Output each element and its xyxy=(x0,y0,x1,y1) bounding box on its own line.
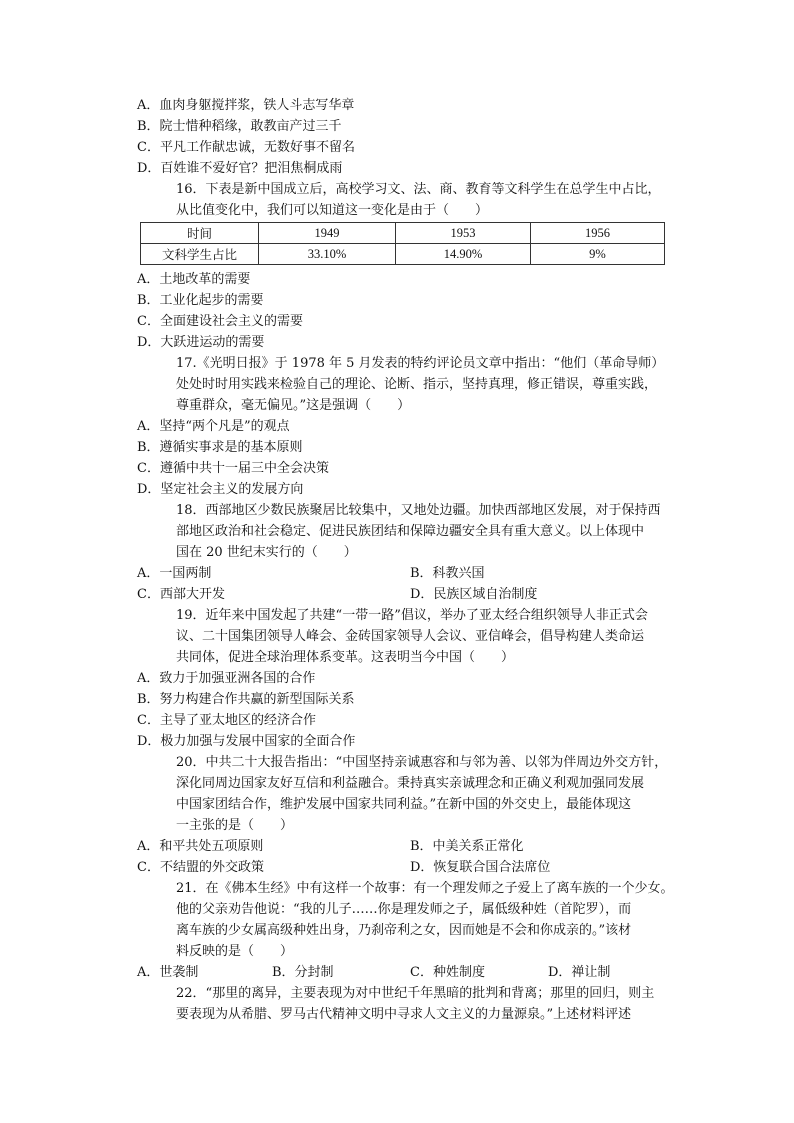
q17-stem-line-3: 尊重群众，毫无偏见。”这是强调（ ） xyxy=(176,398,411,413)
q15-option-d: D．百姓谁不爱好官？把泪焦桐成雨 xyxy=(137,161,343,176)
q21-stem-line-4: 料反映的是（ ） xyxy=(176,944,294,959)
q21-stem-line-2: 他的父亲劝告他说：“我的儿子……你是理发师之子，属低级种姓（首陀罗），而 xyxy=(176,902,632,917)
q20-option-b: B．中美关系正常化 xyxy=(410,839,524,854)
q21-option-c: C．种姓制度 xyxy=(410,965,485,980)
q15-option-c: C．平凡工作献忠诚，无数好事不留名 xyxy=(137,140,355,155)
q15-option-a: A．血肉身躯搅拌浆，铁人斗志写华章 xyxy=(137,98,355,113)
q19-option-c: C．主导了亚太地区的经济合作 xyxy=(137,713,316,728)
q17-option-d: D．坚定社会主义的发展方向 xyxy=(137,482,304,497)
q20-stem-line-4: 一主张的是（ ） xyxy=(176,818,294,833)
table-cell: 33.10% xyxy=(259,244,396,265)
q18-stem-line-3: 国在 20 世纪末实行的（ ） xyxy=(176,545,357,560)
q16-option-c: C．全面建设社会主义的需要 xyxy=(137,314,303,329)
q20-option-d: D．恢复联合国合法席位 xyxy=(410,860,551,875)
q20-option-c: C．不结盟的外交政策 xyxy=(137,860,264,875)
table-header-cell: 1956 xyxy=(531,223,665,244)
q15-option-b: B．院士惜种稻缘，敢教亩产过三千 xyxy=(137,119,342,134)
q20-stem-line-1: 20．中共二十大报告指出：“中国坚持亲诚惠容和与邻为善、以邻为伴周边外交方针， xyxy=(176,755,668,770)
q22-stem-line-2: 要表现为从希腊、罗马古代精神文明中寻求人文主义的力量源泉。”上述材料评述 xyxy=(176,1007,632,1022)
table-cell: 文科学生占比 xyxy=(141,244,259,265)
table-cell: 14.90% xyxy=(396,244,531,265)
q21-stem-line-3: 离车族的少女属高级种姓出身，乃刹帝利之女，因而她是不会和你成亲的。”该材 xyxy=(176,923,632,938)
q16-data-table xyxy=(140,222,665,265)
table-cell: 9% xyxy=(531,244,665,265)
table-header-cell: 1953 xyxy=(396,223,531,244)
table-header-cell: 时间 xyxy=(141,223,259,244)
q17-stem-line-2: 处处时时用实践来检验自己的理论、论断、指示，坚持真理，修正错误，尊重实践， xyxy=(176,377,658,392)
q19-stem-line-1: 19．近年来中国发起了共建“一带一路”倡议，举办了亚太经合组织领导人非正式会 xyxy=(176,608,648,623)
q17-option-a: A．坚持“两个凡是”的观点 xyxy=(137,419,290,434)
q19-option-d: D．极力加强与发展中国家的全面合作 xyxy=(137,734,356,749)
q16-option-a: A．土地改革的需要 xyxy=(137,272,251,287)
q17-option-c: C．遵循中共十一届三中全会决策 xyxy=(137,461,329,476)
q21-option-a: A．世袭制 xyxy=(137,965,199,980)
q17-stem-line-1: 17.《光明日报》于 1978 年 5 月发表的特约评论员文章中指出：“他们（革命导师） xyxy=(176,356,665,371)
q18-option-a: A．一国两制 xyxy=(137,566,212,581)
q16-stem-line-1: 16．下表是新中国成立后，高校学习文、法、商、教育等文科学生在总学生中占比， xyxy=(176,182,661,197)
q22-stem-line-1: 22．“那里的离异，主要表现为对中世纪千年黑暗的批判和背离；那里的回归，则主 xyxy=(176,986,655,1001)
q16-option-b: B．工业化起步的需要 xyxy=(137,293,264,308)
q18-option-d: D．民族区域自治制度 xyxy=(410,587,538,602)
q20-stem-line-3: 中国家团结合作，维护发展中国家共同利益。”在新中国的外交史上，最能体现这 xyxy=(176,797,632,812)
table-row xyxy=(141,244,665,265)
q21-option-b: B．分封制 xyxy=(272,965,334,980)
q19-stem-line-2: 议、二十国集团领导人峰会、金砖国家领导人会议、亚信峰会，倡导构建人类命运 xyxy=(176,629,645,644)
q18-stem-line-2: 部地区政治和社会稳定、促进民族团结和保障边疆安全具有重大意义。以上体现中 xyxy=(176,524,645,539)
q16-option-d: D．大跃进运动的需要 xyxy=(137,335,265,350)
q20-option-a: A．和平共处五项原则 xyxy=(137,839,264,854)
q19-option-b: B．努力构建合作共赢的新型国际关系 xyxy=(137,692,355,707)
q16-stem-line-2: 从比值变化中，我们可以知道这一变化是由于（ ） xyxy=(176,203,489,218)
q21-option-d: D．禅让制 xyxy=(548,965,611,980)
q19-option-a: A．致力于加强亚洲各国的合作 xyxy=(137,671,316,686)
q18-option-c: C．西部大开发 xyxy=(137,587,225,602)
q17-option-b: B．遵循实事求是的基本原则 xyxy=(137,440,303,455)
q19-stem-line-3: 共同体，促进全球治理体系变革。这表明当今中国（ ） xyxy=(176,650,515,665)
q18-stem-line-1: 18．西部地区少数民族聚居比较集中，又地处边疆。加快西部地区发展，对于保持西 xyxy=(176,503,661,518)
table-row xyxy=(141,223,665,244)
q18-option-b: B．科教兴国 xyxy=(410,566,485,581)
q21-stem-line-1: 21．在《佛本生经》中有这样一个故事：有一个理发师之子爱上了离车族的一个少女。 xyxy=(176,881,674,896)
table-header-cell: 1949 xyxy=(259,223,396,244)
q20-stem-line-2: 深化同周边国家友好互信和利益融合。秉持真实亲诚理念和正确义利观加强同发展 xyxy=(176,776,645,791)
